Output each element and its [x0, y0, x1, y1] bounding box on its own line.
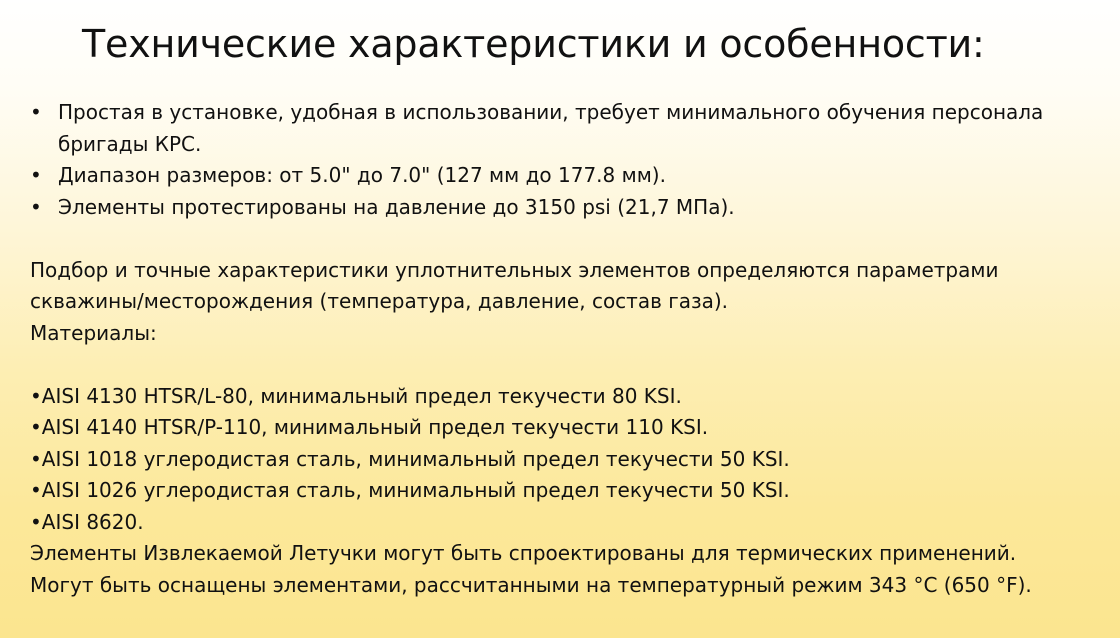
slide-body: [30, 97, 1110, 601]
bullet-icon: •: [30, 163, 42, 187]
spacer: [30, 223, 1110, 255]
feature-item: [30, 192, 1110, 224]
material-item: •AISI 4140 HTSR/P-110, минимальный предел текучести 110 KSI.: [30, 415, 709, 439]
thermal-paragraph: [30, 538, 1110, 601]
feature-item: [30, 160, 1110, 192]
feature-text-cont: бригады КРС.: [58, 131, 202, 156]
thermal-line: Элементы Извлекаемой Летучки могут быть спроектированы для термических применений.: [30, 541, 1017, 565]
material-item: •AISI 1018 углеродистая сталь, минимальный предел текучести 50 KSI.: [30, 446, 790, 471]
selection-line: скважины/месторождения (температура, давление, состав газа).: [30, 289, 729, 313]
materials-label: Материалы:: [30, 320, 157, 345]
feature-text: Элементы протестированы на давление до 3150 psi (21,7 МПа).: [58, 194, 735, 219]
feature-item: [30, 97, 1110, 160]
selection-line: Подбор и точные характеристики уплотнительных элементов определяются параметрами: [30, 257, 999, 282]
thermal-line: Могут быть оснащены элементами, рассчитанными на температурный режим 343 °C (650 °F).: [30, 572, 1032, 597]
slide-title: Технические характеристики и особенности:: [82, 22, 985, 66]
feature-text: Простая в установке, удобная в использовании, требует минимального обучения персонала: [58, 100, 1044, 124]
bullet-icon: •: [30, 100, 42, 124]
material-item: •AISI 4130 HTSR/L-80, минимальный предел текучести 80 KSI.: [30, 383, 682, 408]
bullet-icon: •: [30, 194, 42, 219]
material-item: •AISI 1026 углеродистая сталь, минимальный предел текучести 50 KSI.: [30, 478, 790, 502]
feature-text: Диапазон размеров: от 5.0" до 7.0" (127 мм до 177.8 мм).: [58, 163, 666, 187]
features-list: [30, 97, 1110, 223]
spacer: [30, 349, 1110, 381]
material-item: •AISI 8620.: [30, 509, 144, 534]
materials-list: [30, 381, 1110, 539]
selection-paragraph: [30, 255, 1110, 350]
